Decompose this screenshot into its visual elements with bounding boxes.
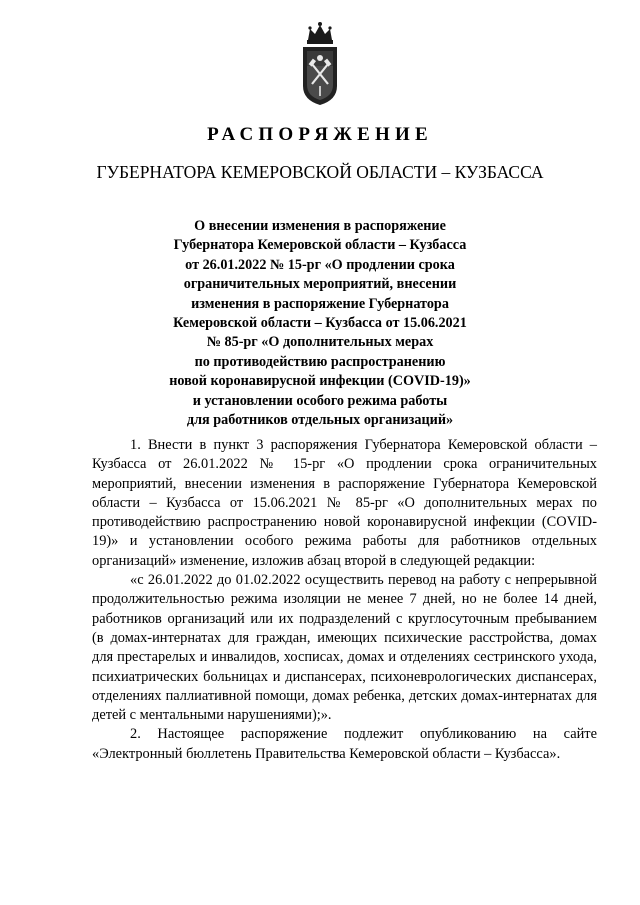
subject-line: по противодействию распространению [194,353,446,370]
issuer-heading: ГУБЕРНАТОРА КЕМЕРОВСКОЙ ОБЛАСТИ – КУЗБАССА [96,162,544,182]
subject-line: от 26.01.2022 № 15-рг «О продлении срока [185,256,455,273]
subject-line: новой коронавирусной инфекции (COVID-19)» [169,373,471,390]
coat-of-arms-emblem [298,20,342,106]
subject-line: и установлении особого режима работы [192,392,448,409]
document-title: РАСПОРЯЖЕНИЕ [207,124,433,145]
document-subject [120,217,520,430]
subject-line: О внесении изменения в распоряжение [194,218,446,234]
body-paragraph-quote: «с 26.01.2022 до 01.02.2022 осуществить перевод на работу с непрерывной продолжительностью режима изоляции не менее 7 дней, но не более 14 дней, работников организаций или их подразделений с круглосуточным пребыванием (в домах-интернатах для граждан, имеющих психические расстройства, домах для престарелых и инвалидов, хосписах, домах и отделениях сестринского ухода, психиатрических больницах и диспансерах, психоневрологических диспансерах, отделениях паллиативной помощи, домах ребенка, детских домах-интернатах для детей с ментальными нарушениями);». [92,572,597,724]
body-paragraph-1: 1. Внести в пункт 3 распоряжения Губернатора Кемеровской области – Кузбасса от 26.01.2022 № 15-рг «О продлении срока ограничительных мероприятий, внесении изменения в распоряжение Губернатора Кемеровской области – Кузбасса от 15.06.2021 № 85-рг «О дополнительных мерах по противодействию распространению новой коронавирусной инфекции (COVID-19)» и установлении особого режима работы для работников отдельных организаций» изменение, изложив абзац второй в следующей редакции: [92,437,597,569]
subject-line: Губернатора Кемеровской области – Кузбасса [173,237,467,254]
subject-line: ограничительных мероприятий, внесении [183,276,457,293]
body-paragraph-2: 2. Настоящее распоряжение подлежит опубликованию на сайте «Электронный бюллетень Правительства Кемеровской области – Кузбасса». [92,726,597,762]
subject-line: изменения в распоряжение Губернатора [191,295,449,312]
subject-line: № 85-рг «О дополнительных мерах [206,334,434,351]
document-body [92,436,597,764]
subject-line: Кемеровской области – Кузбасса от 15.06.2021 [173,315,467,332]
subject-line: для работников отдельных организаций» [186,412,454,429]
